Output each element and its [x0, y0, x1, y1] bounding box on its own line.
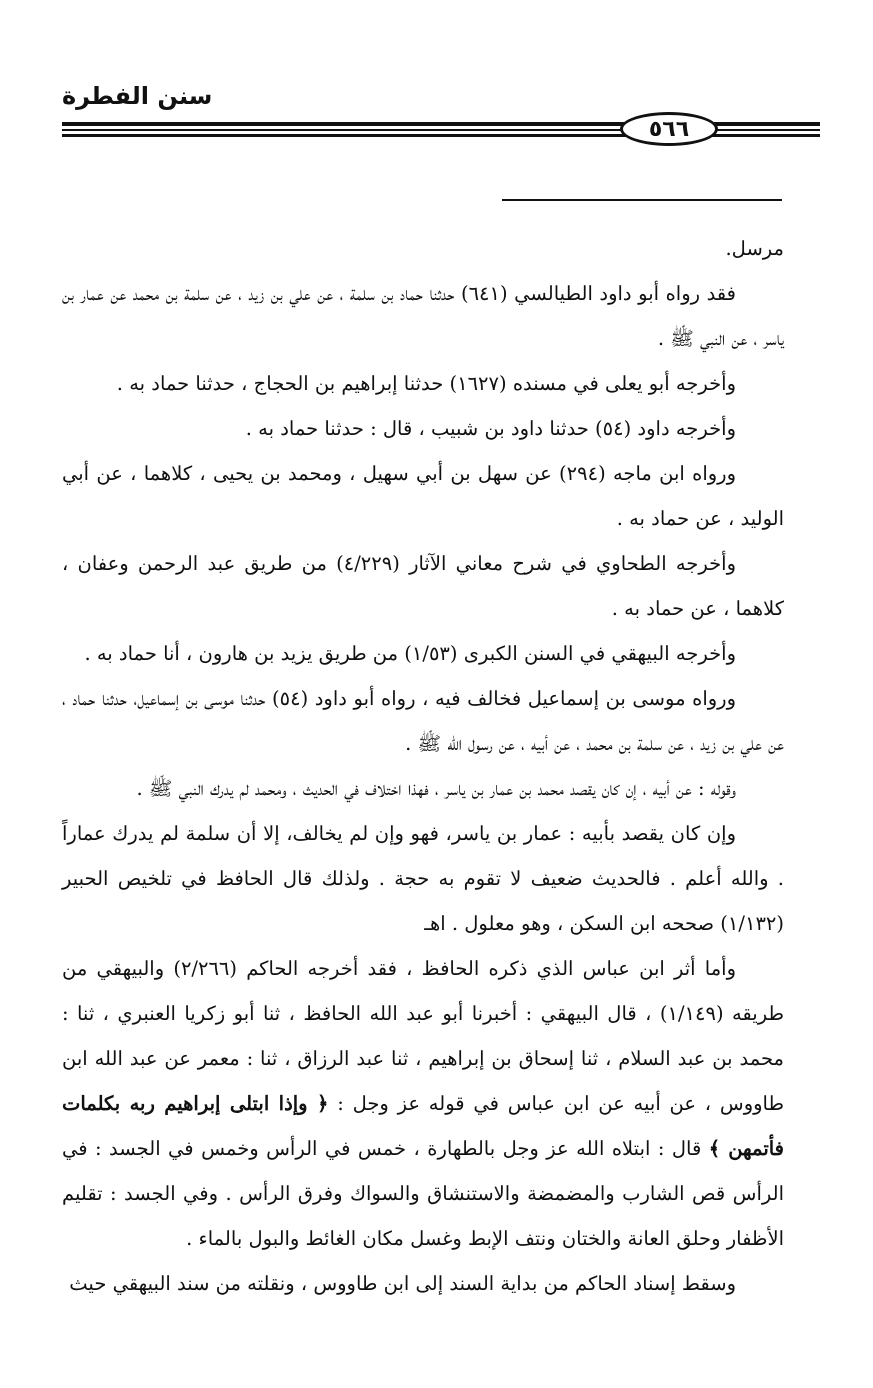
- paragraph-11-before: وأما أثر ابن عباس الذي ذكره الحافظ ، فقد أخرجه الحاكم (٢/٢٦٦) والبيهقي من طريقه (١/١٤٩) ، قال البيهقي : أخبرنا أبو عبد الله الحافظ ، ثنا أبو زكريا العنبري ، ثنا : محمد بن عبد السلام ، ثنا إسحاق بن إبراهيم ، ثنا عبد الرزاق ، ثنا : معمر عن عبد الله ابن طاووس ، عن أبيه عن ابن عباس في قوله عز وجل :: [62, 957, 784, 1115]
- page-number: ٥٦٦: [620, 112, 718, 146]
- paragraph-7: وأخرجه البيهقي في السنن الكبرى (١/٥٣) من طريق يزيد بن هارون ، أنا حماد به .: [84, 642, 736, 665]
- paragraph-1: مرسل.: [725, 237, 784, 260]
- book-title: سنن الفطرة: [62, 82, 213, 110]
- paragraph-2: فقد رواه أبو داود الطيالسي (٦٤١) حدثنا حماد بن سلمة ، عن علي بن زيد ، عن سلمة بن محمد عن عمار بن ياسر ، عن النبي ﷺ .: [62, 282, 784, 350]
- footnote-separator: [502, 199, 782, 201]
- page-header: [0, 0, 873, 160]
- page-body: [62, 226, 784, 1306]
- paragraph-11-after: قال : ابتلاه الله عز وجل بالطهارة ، خمس في الرأس وخمس في الجسد : في الرأس قص الشارب والمضمضة والاستنشاق والسواك وفرق الرأس . وفي الجسد : تقليم الأظفار وحلق العانة والختان ونتف الإبط وغسل مكان الغائط والبول بالماء .: [62, 1137, 784, 1250]
- paragraph-9: وقوله : عن أبيه ، إن كان يقصد محمد بن عمار بن ياسر ، فهذا اختلاف في الحديث ، ومحمد لم يدرك النبي ﷺ .: [136, 777, 736, 800]
- quran-verse: ﴿ وإذا ابتلى إبراهيم ربه بكلمات فأتمهن ﴾: [62, 1092, 785, 1160]
- paragraph-8: ورواه موسى بن إسماعيل فخالف فيه ، رواه أبو داود (٥٤) حدثنا موسى بن إسماعيل، حدثنا حماد ، عن علي بن زيد ، عن سلمة بن محمد ، عن أبيه ، عن رسول الله ﷺ .: [62, 687, 784, 755]
- paragraph-4: وأخرجه داود (٥٤) حدثنا داود بن شبيب ، قال : حدثنا حماد به .: [245, 417, 736, 440]
- paragraph-6: وأخرجه الطحاوي في شرح معاني الآثار (٤/٢٢٩) من طريق عبد الرحمن وعفان ، كلاهما ، عن حماد به .: [62, 552, 784, 620]
- paragraph-12: وسقط إسناد الحاكم من بداية السند إلى ابن طاووس ، ونقلته من سند البيهقي حيث: [69, 1272, 736, 1295]
- paragraph-5: ورواه ابن ماجه (٢٩٤) عن سهل بن أبي سهيل ، ومحمد بن يحيى ، كلاهما ، عن أبي الوليد ، عن حماد به .: [62, 462, 784, 530]
- paragraph-10: وإن كان يقصد بأبيه : عمار بن ياسر، فهو وإن لم يخالف، إلا أن سلمة لم يدرك عماراً . والله أعلم . فالحديث ضعيف لا تقوم به حجة . ولذلك قال الحافظ في تلخيص الحبير (١/١٣٢) صححه ابن السكن ، وهو معلول . اهـ: [62, 822, 784, 935]
- paragraph-11: [62, 946, 784, 1261]
- paragraph-3: وأخرجه أبو يعلى في مسنده (١٦٢٧) حدثنا إبراهيم بن الحجاج ، حدثنا حماد به .: [116, 372, 736, 395]
